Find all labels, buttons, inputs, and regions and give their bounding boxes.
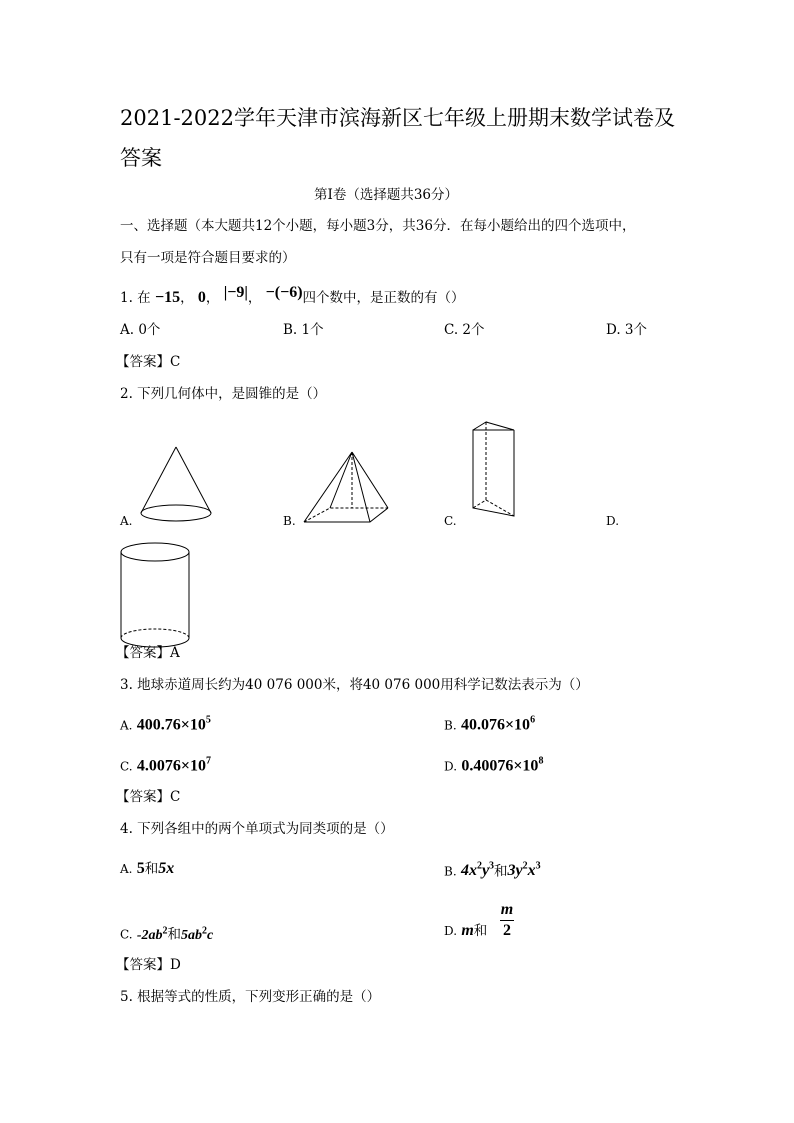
q2-label-c: C. [444, 514, 457, 528]
q1-num3: |−9| [223, 284, 248, 301]
option-label: A. [120, 718, 133, 733]
option-label: D. [444, 759, 458, 774]
q2-answer: 【答案】A [116, 645, 180, 661]
exponent: 3 [535, 861, 541, 872]
q2-label-a: A. [120, 514, 133, 528]
and-word: 和 [144, 861, 159, 877]
option-base: 4.0076×10 [136, 757, 206, 775]
doc-title-line1: 2021-2022学年天津市滨海新区七年级上册期末数学试卷及 [120, 106, 675, 130]
exponent: 2 [202, 925, 208, 936]
q2-stem: 2. 下列几何体中，是圆锥的是（） [120, 386, 327, 402]
q4-stem: 4. 下列各组中的两个单项式为同类项的是（） [120, 821, 394, 837]
option-exponent: 6 [530, 715, 536, 726]
fraction-m-over-2 [500, 900, 514, 941]
q1-num4: −(−6) [265, 284, 303, 301]
exponent: 2 [162, 925, 168, 936]
option-exponent: 7 [206, 756, 211, 767]
q1-stem [120, 284, 465, 307]
doc-title-line2: 答案 [120, 146, 162, 170]
q2-label-d: D. [606, 514, 620, 528]
q3-option-c [120, 753, 211, 775]
fraction-numerator: m [500, 900, 514, 921]
q4-option-a [120, 860, 174, 878]
and-word: 和 [167, 926, 182, 943]
q1-sep: ， [247, 290, 262, 306]
term: x [527, 862, 536, 880]
term: c [207, 927, 214, 943]
term: m [461, 922, 474, 939]
q1-sep: ， [180, 290, 194, 306]
q4-option-d [444, 922, 487, 940]
pyramid-figure [300, 450, 392, 526]
option-exponent: 8 [538, 756, 544, 767]
fraction-denominator: 2 [503, 922, 511, 939]
term: -2ab [136, 927, 163, 943]
option-label: B. [444, 718, 457, 733]
q1-num1: −15 [154, 289, 181, 306]
q3-option-a [120, 712, 211, 734]
q1-option-a: A. 0个 [120, 322, 161, 338]
q1-prefix: 1. 在 [120, 290, 151, 306]
exponent: 2 [522, 861, 528, 872]
q1-suffix: 四个数中，是正数的有（） [302, 290, 465, 306]
q3-stem: 3. 地球赤道周长约为40 076 000米，将40 076 000用科学记数法表示为（） [120, 677, 589, 693]
term: y [481, 862, 490, 880]
term: 5x [158, 860, 175, 877]
q4-option-c [120, 922, 213, 945]
section-intro-2: 只有一项是符合题目要求的） [120, 250, 296, 266]
q3-option-b [444, 712, 535, 734]
option-label: D. [444, 924, 458, 938]
q1-answer: 【答案】C [116, 354, 181, 370]
term: 5 [136, 860, 145, 877]
q1-option-d: D. 3个 [606, 322, 648, 338]
cone-figure [138, 445, 214, 525]
q1-option-c: C. 2个 [444, 322, 485, 338]
option-label: C. [120, 759, 133, 774]
q4-option-b [444, 858, 541, 880]
term: 3y [507, 862, 523, 880]
q4-answer: 【答案】D [116, 957, 181, 973]
option-base: 0.40076×10 [461, 757, 539, 775]
q3-answer: 【答案】C [116, 789, 181, 805]
q2-label-b: B. [283, 514, 296, 528]
q1-num2: 0 [197, 289, 206, 306]
cylinder-figure [118, 540, 192, 652]
option-label: B. [444, 864, 457, 879]
q5-stem: 5. 根据等式的性质，下列变形正确的是（） [120, 989, 381, 1005]
q1-sep: ， [205, 290, 220, 306]
exponent: 2 [476, 861, 482, 872]
prism-figure [470, 420, 520, 520]
option-label: C. [120, 927, 133, 942]
and-word: 和 [494, 863, 508, 880]
part-heading: 第Ⅰ卷（选择题共36分） [314, 187, 459, 203]
option-base: 400.76×10 [136, 716, 206, 734]
option-label: A. [120, 862, 133, 876]
term: 4x [460, 862, 477, 880]
option-exponent: 5 [205, 715, 211, 726]
exponent: 3 [489, 861, 495, 872]
and-word: 和 [473, 923, 488, 939]
q3-option-d [444, 753, 543, 775]
section-intro-1: 一、选择题（本大题共12个小题，每小题3分，共36分．在每小题给出的四个选项中， [120, 218, 636, 234]
q1-option-b: B. 1个 [283, 322, 324, 338]
option-base: 40.076×10 [460, 716, 531, 734]
term: 5ab [181, 927, 203, 943]
